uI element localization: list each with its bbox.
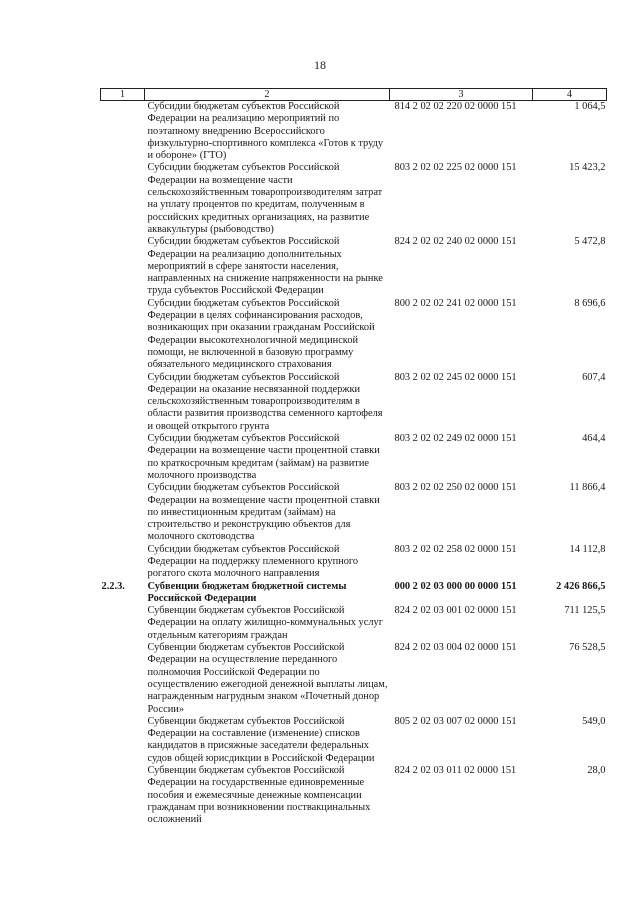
column-number-1: 1 bbox=[101, 89, 145, 101]
row-amount: 28,0 bbox=[587, 765, 606, 777]
table-row bbox=[101, 581, 607, 606]
page-number: 18 bbox=[314, 58, 326, 72]
row-number bbox=[101, 433, 145, 482]
row-code: 814 2 02 02 220 02 0000 151 bbox=[394, 101, 517, 112]
table-row bbox=[101, 433, 607, 482]
row-name: Субсидии бюджетам субъектов Российской Федерации в целях софинансирования расходов, возникающих при оказании гражданам Российской Федерации высокотехнологичной медицинской помощи, не включенной в базовую программу обязательного медицинского страхования bbox=[147, 297, 375, 371]
row-amount: 76 528,5 bbox=[569, 642, 606, 654]
table-row bbox=[101, 298, 607, 372]
row-amount: 2 426 866,5 bbox=[556, 580, 606, 592]
row-code: 824 2 02 03 001 02 0000 151 bbox=[394, 605, 517, 617]
column-number-4: 4 bbox=[533, 89, 607, 101]
row-name: Субсидии бюджетам субъектов Российской Федерации на возмещение части процентной ставки по краткосрочным кредитам (займам) на развитие молочного производства bbox=[147, 433, 380, 481]
row-number bbox=[101, 716, 145, 765]
row-name: Субвенции бюджетам субъектов Российской Федерации на составление (изменение) списков кандидатов в присяжные заседатели федеральных судов общей юрисдикции в Российской Федерации bbox=[147, 715, 375, 764]
table-row bbox=[101, 482, 607, 543]
budget-table bbox=[100, 88, 607, 827]
row-name: Субсидии бюджетам субъектов Российской Федерации на реализацию дополнительных мероприятий в сфере занятости населения, направленных на снижение напряженности на рынке труда субъектов Российской Федерации bbox=[147, 236, 383, 297]
table-row bbox=[101, 162, 607, 236]
row-number bbox=[101, 372, 145, 433]
row-number bbox=[101, 162, 145, 236]
table-row bbox=[101, 605, 607, 642]
row-amount: 14 112,8 bbox=[569, 543, 606, 555]
row-name: Субсидии бюджетам субъектов Российской Федерации на возмещение части процентной ставки по инвестиционным кредитам (займам) на строительство и реконструкцию объектов для молочного скотоводства bbox=[147, 482, 380, 543]
row-number bbox=[101, 101, 145, 163]
table-row bbox=[101, 716, 607, 765]
row-code: 803 2 02 02 258 02 0000 151 bbox=[394, 543, 517, 555]
table-row bbox=[101, 372, 607, 433]
row-name: Субвенции бюджетам субъектов Российской Федерации на государственные единовременные пособия и ежемесячные денежные компенсации гражданам при возникновении поствакцинальных осложнений bbox=[147, 765, 371, 826]
table-row bbox=[101, 101, 607, 163]
column-number-2: 2 bbox=[145, 89, 390, 101]
row-number bbox=[101, 765, 145, 826]
row-number bbox=[101, 642, 145, 716]
row-number bbox=[101, 482, 145, 543]
table-row bbox=[101, 544, 607, 581]
row-number: 2.2.3. bbox=[101, 580, 125, 592]
row-code: 824 2 02 03 004 02 0000 151 bbox=[394, 642, 517, 654]
row-name: Субсидии бюджетам субъектов Российской Федерации на возмещение части сельскохозяйственным товаропроизводителям затрат на уплату процентов по кредитам, полученным в российских кредитных организациях, на развитие аквакультуры (рыбоводство) bbox=[147, 162, 383, 235]
row-amount: 11 866,4 bbox=[569, 482, 606, 494]
row-amount: 8 696,6 bbox=[574, 297, 606, 309]
row-name: Субсидии бюджетам субъектов Российской Федерации на оказание несвязанной поддержки сельскохозяйственным товаропроизводителям в области развития производства семенного картофеля и овощей открытого грунта bbox=[147, 371, 383, 432]
row-code: 824 2 02 02 240 02 0000 151 bbox=[394, 236, 517, 248]
row-amount: 711 125,5 bbox=[564, 605, 606, 617]
row-amount: 464,4 bbox=[582, 433, 606, 445]
row-amount: 15 423,2 bbox=[569, 162, 606, 174]
row-name: Субвенции бюджетам бюджетной системы Российской Федерации bbox=[147, 580, 347, 604]
row-code: 803 2 02 02 250 02 0000 151 bbox=[394, 482, 517, 494]
table-row bbox=[101, 765, 607, 826]
row-code: 805 2 02 03 007 02 0000 151 bbox=[394, 715, 517, 727]
table-row bbox=[101, 236, 607, 297]
row-number bbox=[101, 236, 145, 297]
row-code: 803 2 02 02 225 02 0000 151 bbox=[394, 162, 517, 174]
row-code: 000 2 02 03 000 00 0000 151 bbox=[394, 580, 517, 592]
row-number bbox=[101, 544, 145, 581]
row-number bbox=[101, 605, 145, 642]
row-amount: 549,0 bbox=[582, 715, 606, 727]
row-code: 800 2 02 02 241 02 0000 151 bbox=[394, 297, 517, 309]
table-body bbox=[101, 101, 607, 827]
row-code: 824 2 02 03 011 02 0000 151 bbox=[394, 765, 517, 777]
row-code: 803 2 02 02 249 02 0000 151 bbox=[394, 433, 517, 445]
table-row bbox=[101, 642, 607, 716]
row-code: 803 2 02 02 245 02 0000 151 bbox=[394, 371, 517, 383]
row-name: Субвенции бюджетам субъектов Российской Федерации на оплату жилищно-коммунальных услуг отдельным категориям граждан bbox=[147, 605, 383, 641]
column-number-3: 3 bbox=[390, 89, 533, 101]
column-number-row bbox=[101, 89, 607, 101]
row-name: Субвенции бюджетам субъектов Российской Федерации на осуществление переданного полномочия Российской Федерации по осуществлению ежегодной денежной выплаты лицам, награжденным нагрудным знаком «Почетный донор России» bbox=[147, 642, 388, 715]
row-amount: 607,4 bbox=[582, 371, 606, 383]
row-number bbox=[101, 298, 145, 372]
row-amount: 1 064,5 bbox=[574, 101, 606, 112]
row-amount: 5 472,8 bbox=[574, 236, 606, 248]
row-name: Субсидии бюджетам субъектов Российской Федерации на реализацию мероприятий по поэтапному внедрению Всероссийского физкультурно-спортивного комплекса «Готов к труду и обороне» (ГТО) bbox=[147, 101, 384, 162]
row-name: Субсидии бюджетам субъектов Российской Федерации на поддержку племенного крупного рогатого скота молочного направления bbox=[147, 543, 359, 580]
